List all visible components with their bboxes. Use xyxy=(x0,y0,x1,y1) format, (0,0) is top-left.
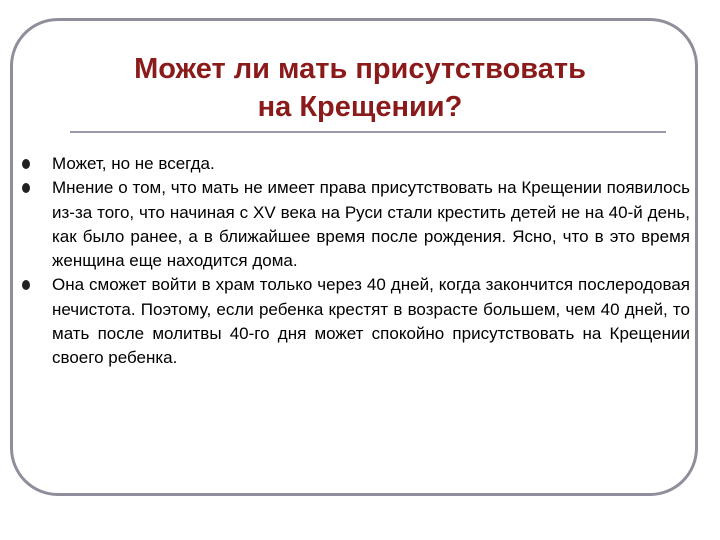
slide-title-line-2: на Крещении? xyxy=(257,91,463,123)
bullet-dot-icon xyxy=(22,183,30,193)
slide-title xyxy=(60,50,660,126)
slide-title-line-1: Может ли мать присутствовать xyxy=(134,53,586,85)
bullet-item-3 xyxy=(22,273,690,370)
bullet-dot-icon xyxy=(22,159,30,169)
bullet-text: Мнение о том, что мать не имеет права присутствовать на Крещении появилось из-за того, что начиная с XV века на Руси стали крестить детей не на 40-й день, как было ранее, а в ближайшее время после рождения. Ясно, что в это время женщина еще находится дома. xyxy=(52,178,690,271)
bullet-item-2 xyxy=(22,176,690,273)
bullet-list xyxy=(22,152,690,371)
bullet-item-1 xyxy=(22,152,690,176)
bullet-dot-icon xyxy=(22,280,30,290)
bullet-text: Она сможет войти в храм только через 40 дней, когда закончится послеродовая нечистота. Поэтому, если ребенка крестят в возрасте большем, чем 40 дней, то мать после молитвы 40-го дня может спокойно присутствовать на Крещении своего ребенка. xyxy=(52,275,690,368)
bullet-text: Может, но не всегда. xyxy=(52,154,215,173)
title-divider xyxy=(70,131,666,133)
